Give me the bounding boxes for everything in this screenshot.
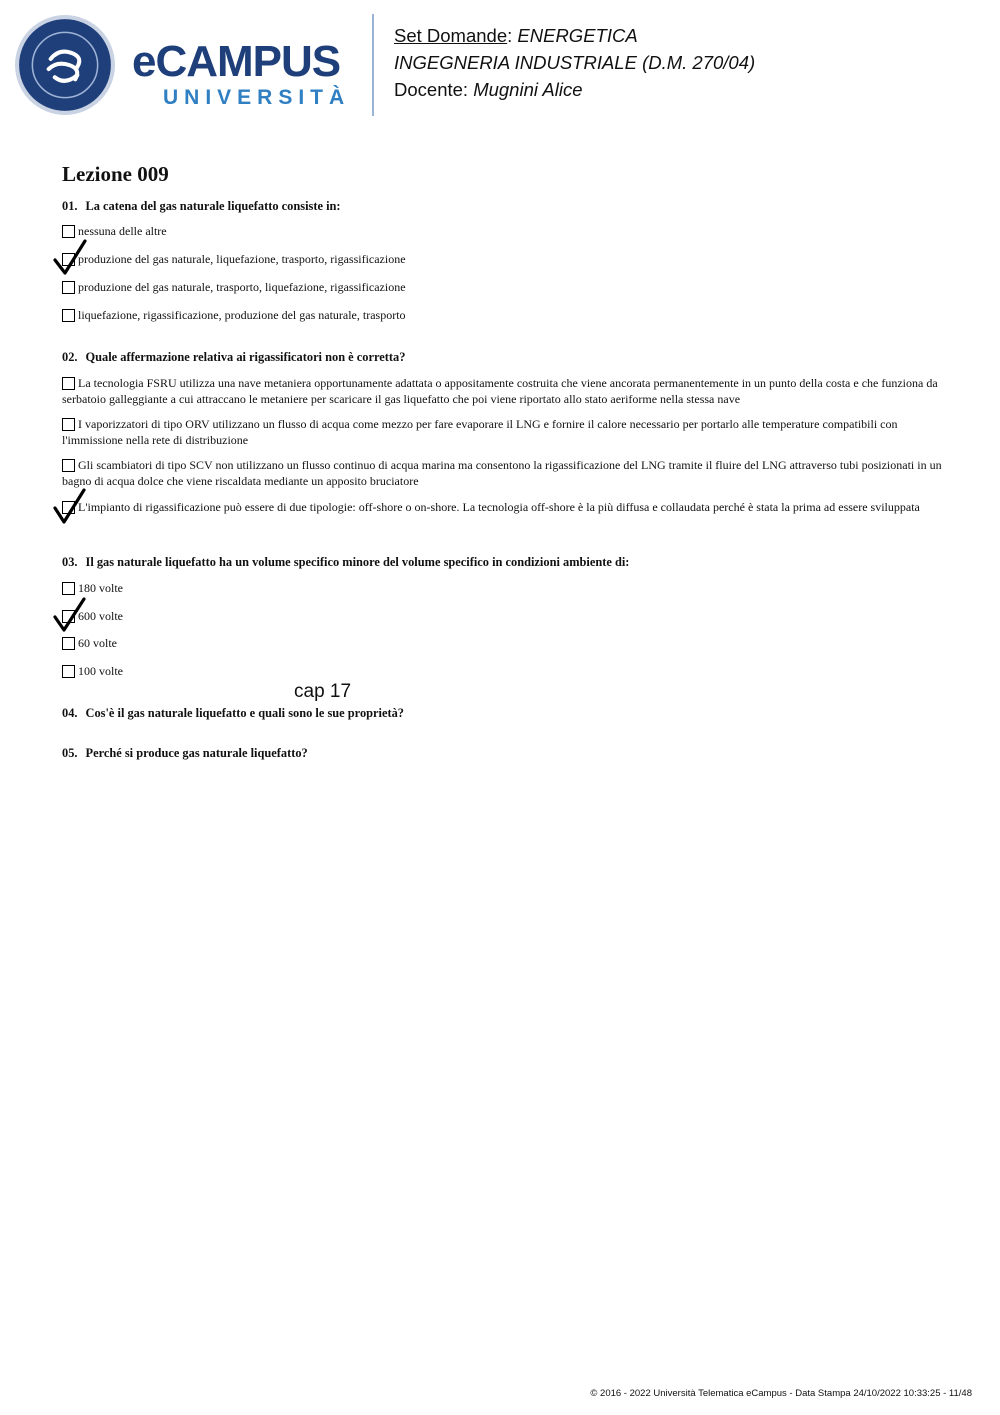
- checkbox[interactable]: [62, 459, 75, 472]
- set-line: Set Domande: ENERGETICA: [394, 25, 638, 46]
- course-name: INGEGNERIA INDUSTRIALE (D.M. 270/04): [394, 52, 756, 73]
- question-number: 05.: [62, 746, 78, 760]
- checkbox[interactable]: [62, 281, 75, 294]
- option-text: 100 volte: [78, 664, 123, 678]
- checkbox[interactable]: [62, 582, 75, 595]
- question-03: [62, 555, 629, 570]
- checkmark-icon: [52, 488, 88, 528]
- checkmark-icon: [52, 238, 88, 278]
- option-text: 180 volte: [78, 581, 123, 595]
- set-label: Set Domande: [394, 25, 508, 46]
- option-item: [62, 500, 942, 516]
- option-item: [62, 308, 942, 324]
- question-02: [62, 350, 405, 365]
- checkbox[interactable]: [62, 665, 75, 678]
- option-text: produzione del gas naturale, trasporto, liquefazione, rigassificazione: [78, 280, 406, 294]
- option-item: [62, 458, 942, 489]
- ecampus-seal-logo: [14, 14, 116, 116]
- checkbox[interactable]: [62, 637, 75, 650]
- option-text: L'impianto di rigassificazione può essere di due tipologie: off-shore o on-shore. La tecnologia off-shore è la più diffusa e collaudata perché è stata la prima ad essere sviluppata: [78, 500, 920, 514]
- teacher-line: [394, 76, 755, 103]
- set-value: ENERGETICA: [517, 25, 638, 46]
- question-text: Il gas naturale liquefatto ha un volume specifico minore del volume specifico in condizioni ambiente di:: [85, 555, 630, 569]
- option-item: [62, 280, 942, 296]
- option-item: [62, 252, 942, 268]
- question-text: Cos'è il gas naturale liquefatto e quali sono le sue proprietà?: [85, 706, 404, 720]
- handwritten-note: cap 17: [294, 681, 352, 702]
- teacher-label: Docente:: [394, 79, 469, 100]
- question-04: [62, 706, 404, 721]
- option-item: [62, 224, 942, 240]
- option-text: Gli scambiatori di tipo SCV non utilizzano un flusso continuo di acqua marina ma consentono la rigassificazione del LNG tramite il fluire del LNG attraverso tubi posizionati in un bagno di acqua dolce che viene riscaldata mediante un apposito bruciatore: [62, 458, 942, 488]
- option-text: 60 volte: [78, 636, 117, 650]
- option-text: produzione del gas naturale, liquefazione, trasporto, rigassificazione: [78, 252, 406, 266]
- question-number: 02.: [62, 350, 78, 364]
- lesson-title: Lezione 009: [62, 162, 169, 186]
- checkbox[interactable]: [62, 377, 75, 390]
- option-text: nessuna delle altre: [78, 224, 167, 238]
- option-item: [62, 609, 942, 625]
- checkbox[interactable]: [62, 418, 75, 431]
- ecampus-wordmark: [132, 38, 340, 86]
- page-header: [0, 0, 1000, 130]
- option-item: [62, 636, 942, 652]
- universita-wordmark: UNIVERSITÀ: [163, 86, 351, 109]
- option-item: [62, 376, 942, 407]
- question-text: Quale affermazione relativa ai rigassificatori non è corretta?: [85, 350, 406, 364]
- question-text: La catena del gas naturale liquefatto consiste in:: [85, 199, 341, 213]
- question-number: 03.: [62, 555, 78, 569]
- checkmark-icon: [52, 596, 88, 636]
- option-text: liquefazione, rigassificazione, produzione del gas naturale, trasporto: [78, 308, 406, 322]
- question-05: [62, 746, 308, 761]
- option-item: [62, 581, 942, 597]
- checkbox[interactable]: [62, 309, 75, 322]
- question-text: Perché si produce gas naturale liquefatto?: [85, 746, 308, 760]
- question-01: [62, 199, 341, 214]
- option-text: I vaporizzatori di tipo ORV utilizzano un flusso di acqua come mezzo per fare evaporare il LNG e fornire il calore necessario per portarlo alle temperature compatibili con l'immissione nella rete di distribuzione: [62, 417, 898, 447]
- option-text: La tecnologia FSRU utilizza una nave metaniera opportunamente adattata o appositamente costruita che viene ancorata permanentemente in un punto della costa e che funziona da serbatoio galleggiante a cui attraccano le metaniere per scaricare il gas liquefatto che poi viene riportato allo stato aeriforme nella stessa nave: [62, 376, 938, 406]
- option-text: 600 volte: [78, 609, 123, 623]
- checkbox[interactable]: [62, 225, 75, 238]
- teacher-name: Mugnini Alice: [473, 79, 583, 100]
- logo-word-text: eCAMPUS: [132, 37, 341, 86]
- page-footer: © 2016 - 2022 Università Telematica eCampus - Data Stampa 24/10/2022 10:33:25 - 11/48: [590, 1388, 972, 1399]
- question-number: 04.: [62, 706, 78, 720]
- option-item: [62, 417, 942, 448]
- question-number: 01.: [62, 199, 78, 213]
- header-divider: [372, 14, 374, 116]
- course-line: [394, 49, 755, 76]
- option-item: [62, 664, 942, 680]
- set-info: [394, 22, 755, 103]
